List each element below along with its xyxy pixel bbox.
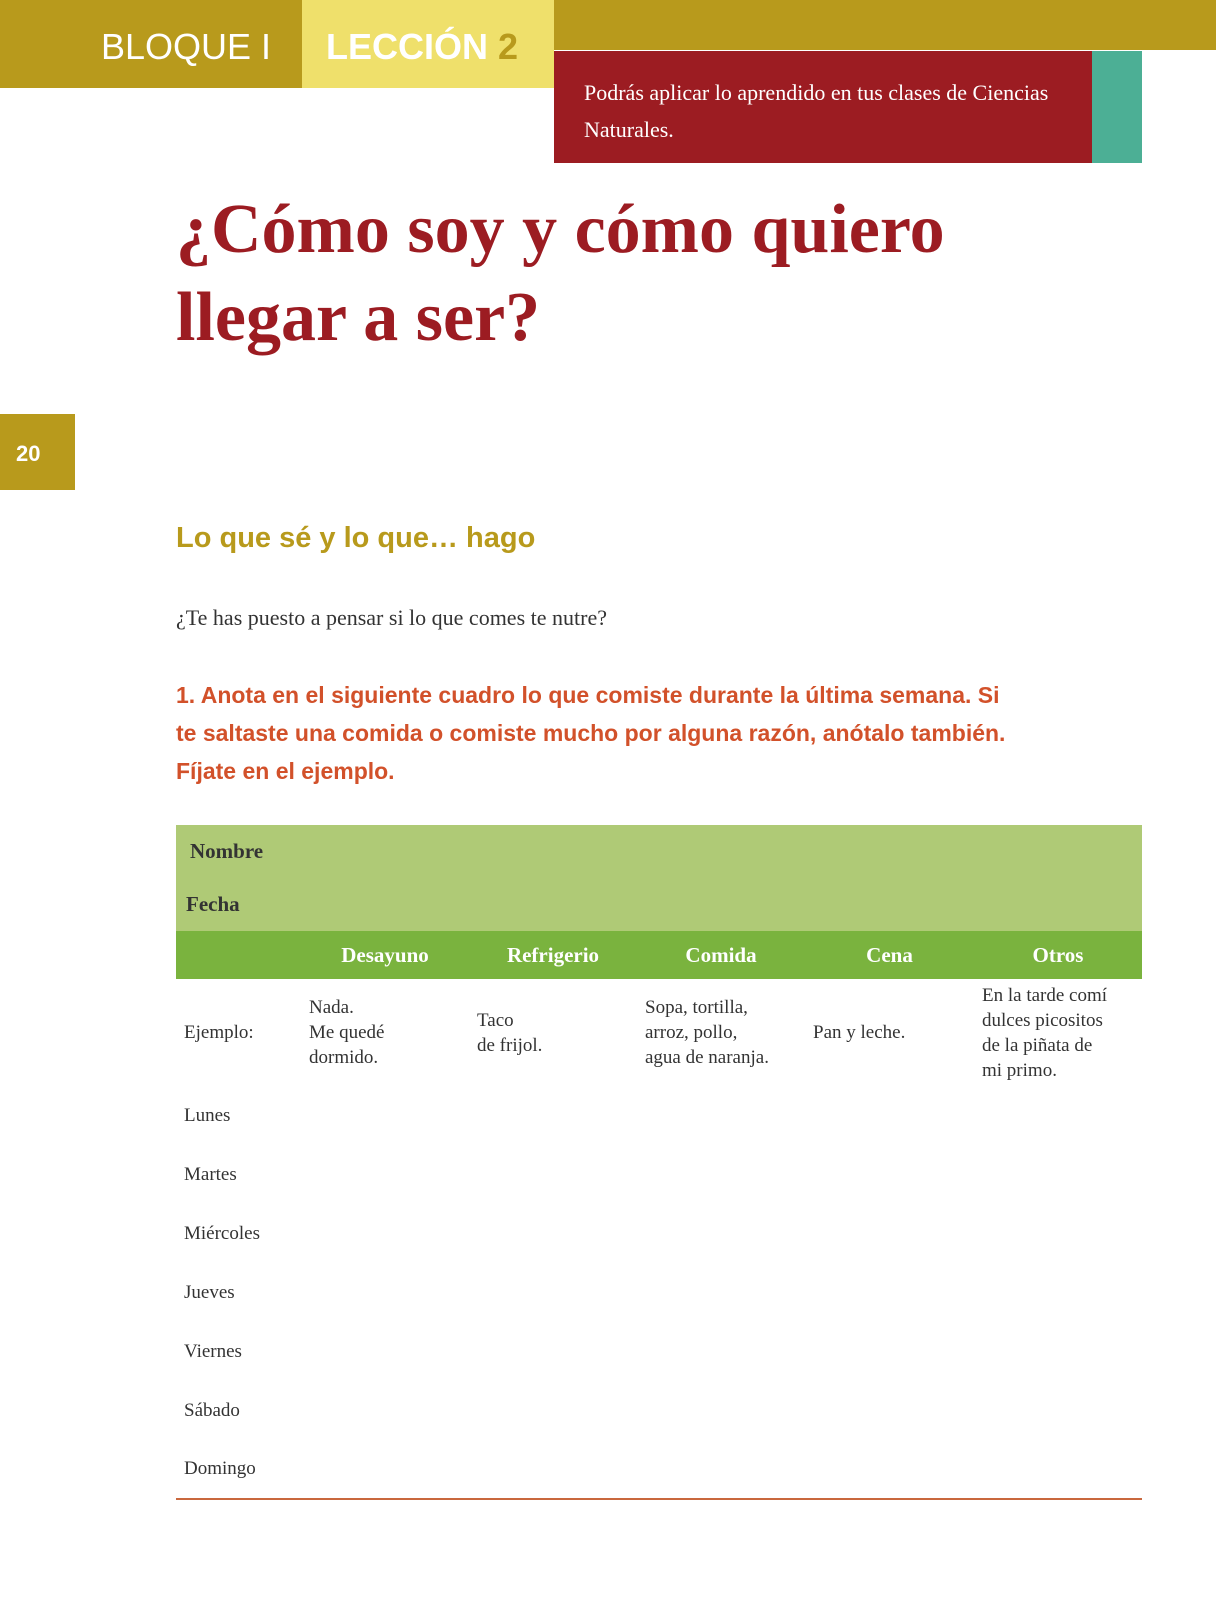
table-row-jueves	[176, 1263, 1142, 1322]
cell-cena[interactable]	[805, 1440, 974, 1499]
cell-desayuno[interactable]	[301, 1204, 469, 1263]
column-header-comida: Comida	[637, 931, 805, 979]
page-title: ¿Cómo soy y cómo quiero llegar a ser?	[176, 191, 945, 356]
cell-otros[interactable]	[974, 1086, 1142, 1145]
day-label: Viernes	[184, 1340, 242, 1362]
cell-cena[interactable]	[805, 1204, 974, 1263]
leccion-number: 2	[498, 26, 519, 67]
example-label: Ejemplo:	[184, 1022, 254, 1043]
cell-otros[interactable]	[974, 1204, 1142, 1263]
name-label: Nombre	[190, 839, 264, 863]
example-comida: Sopa, tortilla, arroz, pollo, agua de naranja.	[645, 997, 769, 1068]
cell-comida[interactable]	[637, 1440, 805, 1499]
cell-desayuno[interactable]	[301, 1381, 469, 1440]
example-otros: En la tarde comí dulces picositos de la piñata de mi primo.	[982, 984, 1108, 1081]
cell-comida[interactable]	[637, 1204, 805, 1263]
name-field[interactable]	[176, 825, 1142, 878]
cell-cena[interactable]	[805, 1263, 974, 1322]
leccion-word: LECCIÓN	[326, 26, 488, 67]
day-label: Sábado	[184, 1399, 240, 1421]
column-header-row	[176, 931, 1142, 979]
cell-refrigerio[interactable]	[469, 1440, 637, 1499]
section-title: Lo que sé y lo que… hago	[176, 522, 536, 554]
cell-cena[interactable]	[805, 1086, 974, 1145]
table-row-martes	[176, 1145, 1142, 1204]
cell-comida[interactable]	[637, 1145, 805, 1204]
cell-otros[interactable]	[974, 1381, 1142, 1440]
column-header-desayuno: Desayuno	[301, 931, 469, 979]
cell-otros[interactable]	[974, 1263, 1142, 1322]
day-label: Domingo	[176, 1440, 301, 1499]
name-row	[176, 825, 1142, 878]
page-number: 20	[16, 441, 41, 466]
cell-refrigerio[interactable]	[469, 1381, 637, 1440]
date-row	[176, 878, 1142, 931]
column-header-refrigerio: Refrigerio	[469, 931, 637, 979]
day-label: Miércoles	[184, 1222, 260, 1244]
table-row-viernes	[176, 1322, 1142, 1381]
cell-cena[interactable]	[805, 1145, 974, 1204]
day-label: Jueves	[184, 1281, 235, 1303]
cell-cena[interactable]	[805, 1381, 974, 1440]
cell-desayuno[interactable]	[301, 1086, 469, 1145]
day-label: Lunes	[184, 1104, 231, 1126]
cell-refrigerio[interactable]	[469, 1145, 637, 1204]
table-row-sabado	[176, 1381, 1142, 1440]
note-text: Podrás aplicar lo aprendido en tus clases de Ciencias Naturales.	[584, 80, 1049, 142]
cell-desayuno[interactable]	[301, 1322, 469, 1381]
cell-comida[interactable]	[637, 1086, 805, 1145]
example-cena: Pan y leche.	[813, 1022, 906, 1043]
cell-comida[interactable]	[637, 1263, 805, 1322]
cell-desayuno[interactable]	[301, 1145, 469, 1204]
cell-refrigerio[interactable]	[469, 1263, 637, 1322]
table-row-lunes	[176, 1086, 1142, 1145]
leccion-label	[326, 26, 518, 68]
cell-desayuno[interactable]	[301, 1440, 469, 1499]
table-row-domingo	[176, 1440, 1142, 1499]
food-diary-table	[176, 825, 1142, 1500]
cell-refrigerio[interactable]	[469, 1204, 637, 1263]
cell-cena[interactable]	[805, 1322, 974, 1381]
bloque-label: BLOQUE I	[101, 26, 272, 67]
cell-comida[interactable]	[637, 1381, 805, 1440]
cell-desayuno[interactable]	[301, 1263, 469, 1322]
cell-otros[interactable]	[974, 1440, 1142, 1499]
example-row	[176, 979, 1142, 1086]
date-label: Fecha	[186, 892, 240, 916]
column-header-cena: Cena	[805, 931, 974, 979]
column-header-blank	[176, 931, 301, 979]
intro-question: ¿Te has puesto a pensar si lo que comes te nutre?	[176, 605, 607, 630]
column-header-otros: Otros	[974, 931, 1142, 979]
table-row-miercoles	[176, 1204, 1142, 1263]
example-desayuno: Nada. Me quedé dormido.	[309, 997, 385, 1068]
example-refrigerio: Taco de frijol.	[477, 1009, 543, 1056]
cell-refrigerio[interactable]	[469, 1086, 637, 1145]
note-accent	[1092, 51, 1142, 163]
cell-otros[interactable]	[974, 1322, 1142, 1381]
day-label: Martes	[184, 1163, 237, 1185]
cell-refrigerio[interactable]	[469, 1322, 637, 1381]
cell-comida[interactable]	[637, 1322, 805, 1381]
activity-instruction: 1. Anota en el siguiente cuadro lo que comiste durante la última semana. Si te saltaste una comida o comiste mucho por alguna razón, anótalo también. Fíjate en el ejemplo.	[176, 682, 1006, 784]
cell-otros[interactable]	[974, 1145, 1142, 1204]
date-field[interactable]	[176, 878, 1142, 931]
